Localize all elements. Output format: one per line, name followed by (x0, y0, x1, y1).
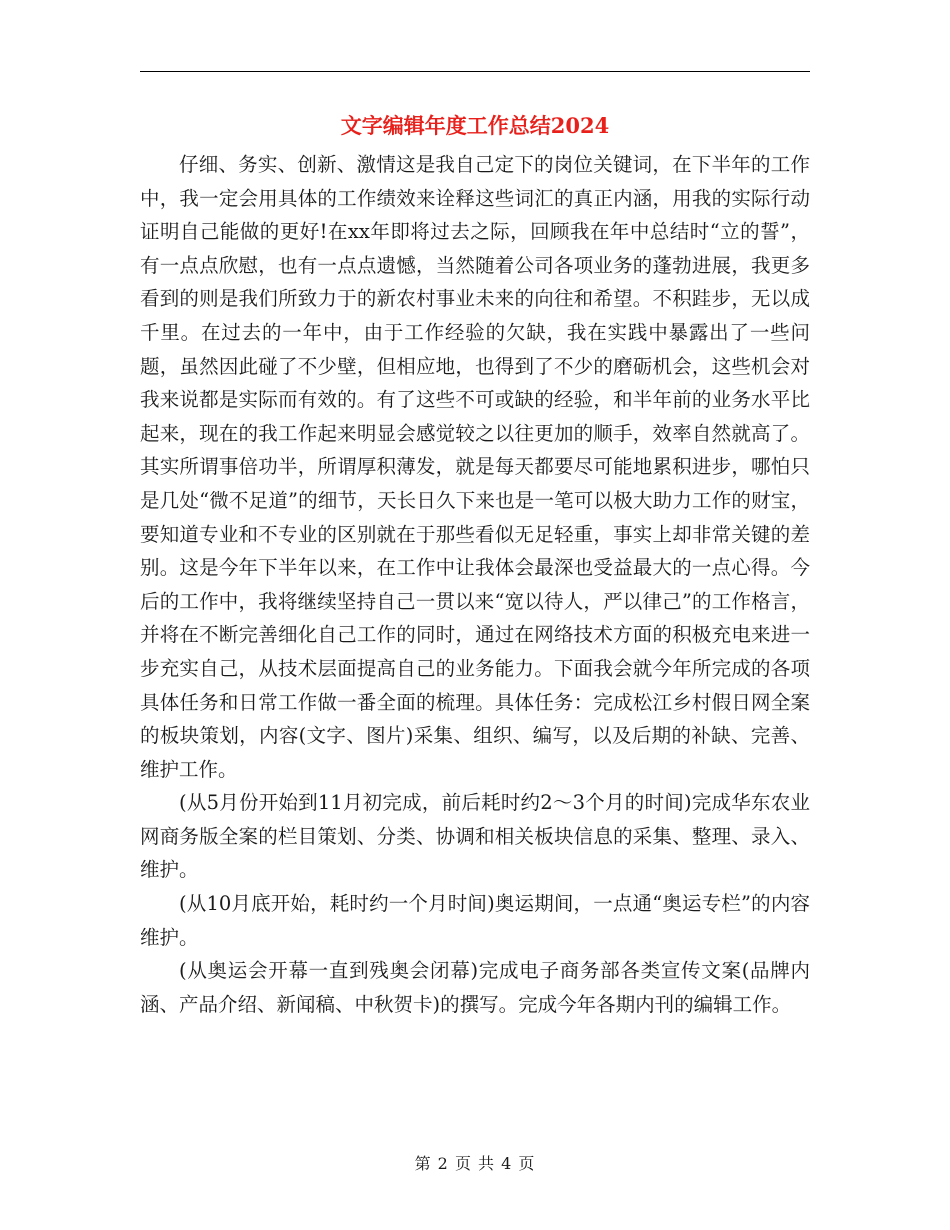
body-paragraph: 仔细、务实、创新、激情这是我自己定下的岗位关键词，在下半年的工作中，我一定会用具体的工作绩效来诠释这些词汇的真正内涵，用我的实际行动证明自己能做的更好!在xx年即将过去之际，回顾我在年中总结时“立的誓”，有一点点欣慰，也有一点点遗憾，当然随着公司各项业务的蓬勃进展，我更多看到的则是我们所致力于的新农村事业未来的向往和希望。不积跬步，无以成千里。在过去的一年中，由于工作经验的欠缺，我在实践中暴露出了一些问题，虽然因此碰了不少壁，但相应地，也得到了不少的磨砺机会，这些机会对我来说都是实际而有效的。有了这些不可或缺的经验，和半年前的业务水平比起来，现在的我工作起来明显会感觉较之以往更加的顺手，效率自然就高了。其实所谓事倍功半，所谓厚积薄发，就是每天都要尽可能地累积进步，哪怕只是几处“微不足道”的细节，天长日久下来也是一笔可以极大助力工作的财宝，要知道专业和不专业的区别就在于那些看似无足轻重，事实上却非常关键的差别。这是今年下半年以来，在工作中让我体会最深也受益最大的一点心得。今后的工作中，我将继续坚持自己一贯以来“宽以待人，严以律己”的工作格言，并将在不断完善细化自己工作的同时，通过在网络技术方面的积极充电来进一步充实自己，从技术层面提高自己的业务能力。下面我会就今年所完成的各项具体任务和日常工作做一番全面的梳理。具体任务：完成松江乡村假日网全案的板块策划，内容(文字、图片)采集、组织、编写，以及后期的补缺、完善、维护工作。 (140, 153, 810, 781)
document-title: 文字编辑年度工作总结2024 (340, 113, 610, 138)
body-paragraph: (从奥运会开幕一直到残奥会闭幕)完成电子商务部各类宣传文案(品牌内涵、产品介绍、新闻稿、中秋贺卡)的撰写。完成今年各期内刊的编辑工作。 (140, 959, 810, 1016)
body-paragraph: (从5月份开始到11月初完成，前后耗时约2～3个月的时间)完成华东农业网商务版全案的栏目策划、分类、协调和相关板块信息的采集、整理、录入、维护。 (140, 791, 810, 882)
document-body (140, 148, 810, 1021)
body-paragraph: (从10月底开始，耗时约一个月时间)奥运期间，一点通“奥运专栏”的内容维护。 (140, 892, 810, 949)
page-number: 第 2 页 共 4 页 (414, 1154, 536, 1173)
header-rule (140, 71, 810, 72)
